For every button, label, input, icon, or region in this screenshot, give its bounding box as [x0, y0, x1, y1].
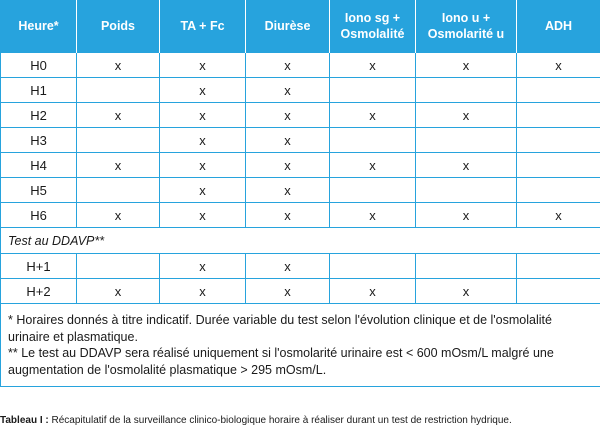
check-cell [517, 153, 600, 178]
check-cell: x [246, 254, 330, 279]
check-cell: x [330, 203, 416, 228]
check-cell: x [77, 53, 160, 78]
check-cell [416, 128, 517, 153]
check-cell: x [77, 103, 160, 128]
check-cell: x [160, 78, 246, 103]
header-iono-sg: Iono sg + Osmolalité [330, 0, 416, 53]
check-cell: x [246, 178, 330, 203]
check-cell: x [246, 53, 330, 78]
table-row [1, 203, 600, 228]
ddavp-section-label: Test au DDAVP** [1, 228, 600, 254]
table-row [1, 53, 600, 78]
table-row [1, 254, 600, 279]
time-cell: H5 [1, 178, 77, 203]
check-cell: x [330, 153, 416, 178]
check-cell: x [246, 279, 330, 304]
check-cell [517, 254, 600, 279]
check-cell: x [77, 153, 160, 178]
header-ta-fc: TA + Fc [160, 0, 246, 53]
notes-cell [1, 304, 600, 387]
check-cell: x [416, 279, 517, 304]
check-cell [77, 128, 160, 153]
table-row [1, 128, 600, 153]
check-cell: x [416, 203, 517, 228]
check-cell [416, 78, 517, 103]
check-cell: x [160, 128, 246, 153]
note-2: ** Le test au DDAVP sera réalisé uniquement si l'osmolarité urinaire est < 600 mOsm/L malgré une augmentation de l'osmolalité plasmatique > 295 mOsm/L. [8, 346, 554, 377]
caption-label: Tableau I : [0, 415, 49, 426]
check-cell [77, 78, 160, 103]
check-cell [330, 178, 416, 203]
check-cell: x [77, 279, 160, 304]
check-cell [416, 254, 517, 279]
check-cell [517, 103, 600, 128]
table-row [1, 279, 600, 304]
table-caption [0, 415, 600, 426]
check-cell: x [517, 203, 600, 228]
check-cell: x [246, 103, 330, 128]
time-cell: H1 [1, 78, 77, 103]
check-cell: x [160, 279, 246, 304]
time-cell: H4 [1, 153, 77, 178]
check-cell: x [160, 203, 246, 228]
notes-row [1, 304, 600, 387]
table-row [1, 178, 600, 203]
check-cell: x [160, 254, 246, 279]
table-row [1, 103, 600, 128]
check-cell [517, 178, 600, 203]
check-cell: x [416, 153, 517, 178]
check-cell [77, 178, 160, 203]
table-row [1, 153, 600, 178]
check-cell: x [416, 103, 517, 128]
time-cell: H2 [1, 103, 77, 128]
table-header-row [1, 0, 600, 53]
check-cell: x [246, 203, 330, 228]
check-cell: x [160, 178, 246, 203]
check-cell [77, 254, 160, 279]
caption-text: Récapitulatif de la surveillance clinico-biologique horaire à réaliser durant un test de restriction hydrique. [51, 415, 512, 426]
check-cell: x [517, 53, 600, 78]
check-cell: x [160, 103, 246, 128]
ddavp-section-row [1, 228, 600, 254]
time-cell: H+1 [1, 254, 77, 279]
check-cell [416, 178, 517, 203]
check-cell: x [330, 103, 416, 128]
header-iono-u: Iono u + Osmolarité u [416, 0, 517, 53]
check-cell [517, 279, 600, 304]
time-cell: H+2 [1, 279, 77, 304]
table-row [1, 78, 600, 103]
check-cell: x [330, 279, 416, 304]
check-cell: x [160, 153, 246, 178]
time-cell: H0 [1, 53, 77, 78]
check-cell: x [246, 153, 330, 178]
check-cell [330, 128, 416, 153]
header-poids: Poids [77, 0, 160, 53]
time-cell: H3 [1, 128, 77, 153]
header-diurese: Diurèse [246, 0, 330, 53]
check-cell [517, 78, 600, 103]
header-adh: ADH [517, 0, 600, 53]
check-cell: x [77, 203, 160, 228]
header-heure: Heure* [1, 0, 77, 53]
time-cell: H6 [1, 203, 77, 228]
check-cell: x [416, 53, 517, 78]
check-cell: x [246, 128, 330, 153]
note-1: * Horaires donnés à titre indicatif. Durée variable du test selon l'évolution clinique et de l'osmolalité urinaire et plasmatique. [8, 313, 552, 344]
check-cell: x [160, 53, 246, 78]
check-cell: x [330, 53, 416, 78]
check-cell [517, 128, 600, 153]
check-cell [330, 254, 416, 279]
check-cell [330, 78, 416, 103]
check-cell: x [246, 78, 330, 103]
